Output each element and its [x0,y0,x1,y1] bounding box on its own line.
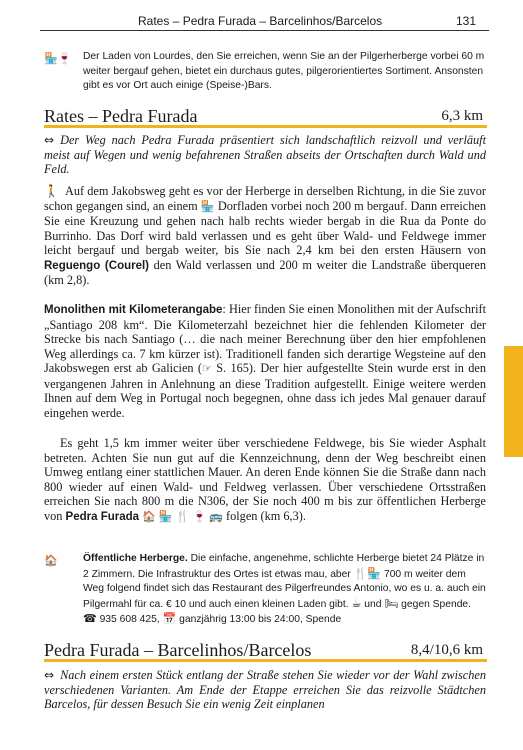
section-title: Pedra Furada – Barcelinhos/Barcelos [44,640,312,660]
section-pedra-furada-barcelos [44,640,487,662]
section-intro: ⇔ Der Weg nach Pedra Furada präsentiert sich landschaftlich reizvoll und verläuft meist auf Wegen und wenig befahrenen Straßen abseits der Ortschaften durch Wald und Feld. [44,133,486,176]
note-heading: Öffentliche Herberge. [83,553,188,564]
restaurant-icon: 🍴 [175,509,190,523]
header-rule [40,30,489,31]
place-pedra-furada: Pedra Furada [65,510,140,523]
bus-icon: 🚌 [209,509,223,523]
running-header [40,10,486,28]
place-reguengo: Reguengo (Courel) [44,259,150,272]
top-note: Der Laden von Lourdes, den Sie erreichen, wenn Sie an der Pilgerherberge vorbei 60 m weiter bergauf gehen, bietet ein durchaus gutes, pilgerorientiertes Sortiment. Ansonsten gibt es vor Ort auch einige (Speise-)Bars. [83,51,485,91]
section-distance: 8,4/10,6 km [410,642,483,658]
route-arrows-icon: ⇔ [44,133,55,147]
hostel-icon: 🏠 [142,509,156,523]
calendar-icon: 📅 [162,612,177,625]
shop-icon: 🏪 [44,52,58,65]
phone-icon: ☎ [83,612,97,625]
shop-icon: 🏪 [158,509,173,523]
hostel-note: Öffentliche Herberge. Die einfache, angenehme, schlichte Herberge bietet 24 Plätze in 2 Zimmern. Die Infrastruktur des Ortes ist etwas mau, aber 🍴🏪 700 m weiter dem Weg folgend findet sich das Restaurant des Pilgerfreundes Antonio, wo es u. a. auch ein Pilgermahl für ca. € 10 und auch einen kleinen Laden gibt. ☕ und 🛏 gegen Spende. ☎ 935 608 425, 📅 ganzjährig 13:00 bis 24:00, Spende [83,553,486,625]
restaurant-icon: 🍴 [353,566,368,580]
pointing-hand-icon: ☞ [202,362,212,375]
page-number: 131 [455,14,476,28]
chapter-thumb-tab [504,346,523,457]
section-intro: ⇔ Nach einem ersten Stück entlang der Straße stehen Sie wieder vor der Wahl zwischen verschiedenen Varianten. Am Ende der Etappe erreichen Sie das reizvolle Städtchen Barcelos, für dessen Besuch Sie ein wenig Zeit einplanen [44,668,486,711]
shop-icon: 🏪 [367,566,382,580]
hostel-note-icon [44,554,58,567]
shop-icon: 🏪 [200,199,215,213]
hostel-icon: 🏠 [44,554,58,567]
route-paragraph-2: Monolithen mit Kilometerangabe: Hier finden Sie einen Monolithen mit der Aufschrift „Santiago 208 km“. Die Kilometerzahl bezeichnet hier die fehlenden Kilometer der Strecke bis nach Santiago (… die nach meiner Berechnung über den hier empfohlenen Weg allerdings ca. 7 km kürzer ist). Traditionell fanden sich derartige Wegsteine auf den Jakobswegen erst ab Galicien (☞ S. 165). Der hier aufgestellte Stein wurde erst in den vergangenen Jahren in Anlehnung an diese Tradition aufgestellt. Einige weitere werden Ihnen auf dem Weg in Portugal noch begegnen, ohne dass ich jedes Mal genauer darauf eingehen werde. [44,302,486,420]
bar-glass-icon: 🍷 [57,52,72,65]
section-rates-pedra-furada [44,106,487,128]
bed-icon: 🛏 [384,596,399,610]
route-arrows-icon: ⇔ [44,668,55,682]
route-paragraph-1: 🚶 Auf dem Jakobsweg geht es vor der Herberge in derselben Richtung, in die Sie zuvor schon gegangen sind, an einem 🏪 Dorfladen vorbei noch 200 m bergauf. Dann erreichen Sie eine Kreuzung und gehen nach halb rechts wieder bergab in die Rua da Ponte do Burrinho. Das Dorf wird bald verlassen und es geht über Wald- und Feldwege immer leicht bergauf und bergab weiter, bis Sie nach 2,4 km bei den ersten Häusern von Reguengo (Courel) den Wald verlassen und 200 m weiter die Landstraße überqueren (km 2,8). [44,184,486,287]
section-title: Rates – Pedra Furada [44,106,198,126]
top-note-icons [44,52,71,65]
route-paragraph-3: Es geht 1,5 km immer weiter über verschiedene Feldwege, bis Sie wieder Asphalt betreten. Achten Sie nun gut auf die Kennzeichnung, denn der Weg beschreibt einen Umweg entlang einer stattlichen Mauer. An deren Ende können Sie die Straße dann nach 800 wieder auf einen Wald- und Feldweg verlassen. Über verschiedene Ortsstraßen erreichen Sie nach 800 m die N306, der Sie noch 400 m bis zur öffentlichen Herberge von Pedra Furada 🏠 🏪 🍴 🍷 🚌 folgen (km 6,3). [44,436,486,523]
paragraph-heading: Monolithen mit Kilometerangabe [44,304,223,316]
section-distance: 6,3 km [441,108,483,124]
running-title: Rates – Pedra Furada – Barcelinhos/Barcelos [138,14,383,28]
hikers-icon: 🚶 [44,184,59,198]
breakfast-icon: ☕ [351,596,362,610]
bar-glass-icon: 🍷 [192,509,207,523]
